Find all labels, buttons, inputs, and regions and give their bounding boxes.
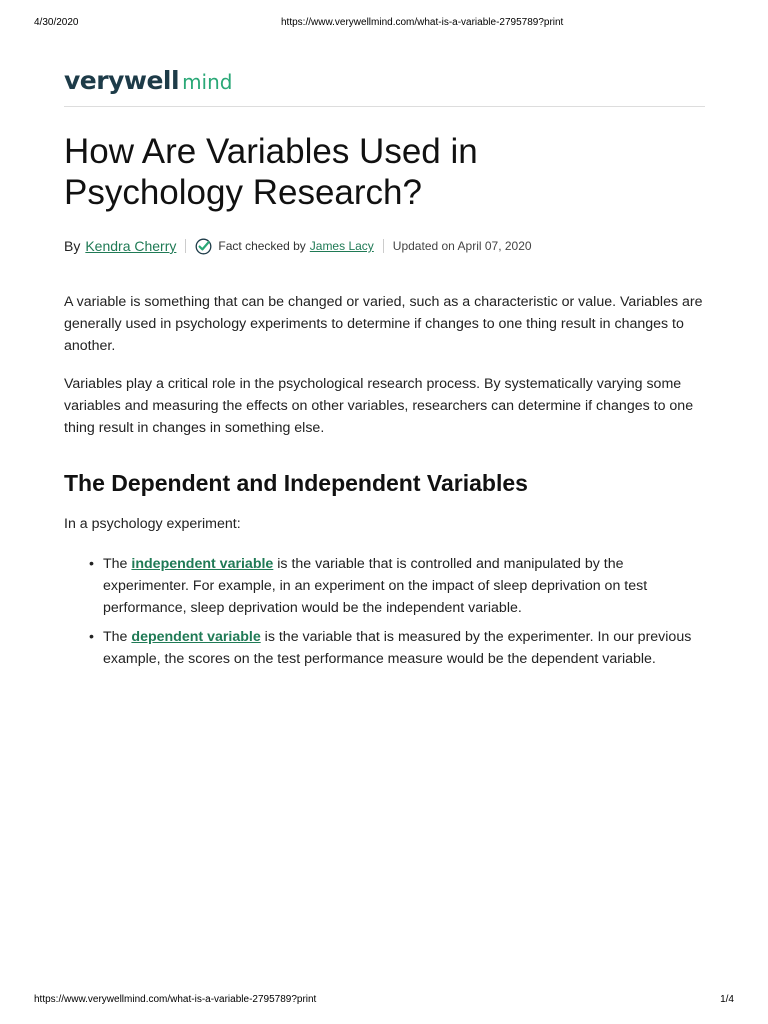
article-page: [64, 66, 705, 677]
list-text: is the variable that is controlled and manipulated by the experimenter. For example, in an experiment on the impact of sleep deprivation on test performance, sleep deprivation would be the independent variable.: [103, 556, 648, 616]
definition-list: [64, 553, 705, 670]
check-circle-icon: [195, 238, 212, 255]
footer-url: https://www.verywellmind.com/what-is-a-variable-2795789?print: [34, 994, 317, 1005]
section-intro: In a psychology experiment:: [64, 516, 241, 532]
logo-sub: mind: [182, 70, 233, 94]
site-logo[interactable]: [64, 66, 705, 107]
print-footer: [0, 994, 768, 1008]
page-number: 1/4: [720, 994, 734, 1005]
section-heading: The Dependent and Independent Variables: [64, 470, 528, 496]
list-item: [89, 626, 705, 670]
updated-date: Updated on April 07, 2020: [392, 239, 532, 253]
list-prefix: The: [103, 556, 128, 572]
list-item: [89, 553, 705, 619]
list-text: is the variable that is measured by the experimenter. In our previous example, the scores on the test performance measure would be the dependent variable.: [103, 629, 692, 667]
article-body: [64, 291, 705, 439]
title-line-2: Psychology Research?: [64, 173, 422, 212]
print-header: [0, 17, 768, 31]
logo-brand: verywell: [64, 66, 180, 95]
title-line-1: How Are Variables Used in: [64, 132, 478, 171]
paragraph: A variable is something that can be changed or varied, such as a characteristic or value. Variables are generally used in psychology experiments to determine if changes to one thing result in changes to another.: [64, 294, 703, 354]
list-prefix: The: [103, 629, 128, 645]
paragraph: Variables play a critical role in the psychological research process. By systematically varying some variables and measuring the effects on other variables, researchers can determine if changes to one thing result in changes in something else.: [64, 376, 694, 436]
bullet: •: [89, 556, 94, 572]
byline-by: By: [64, 238, 81, 254]
byline: [64, 235, 705, 257]
print-date: 4/30/2020: [34, 17, 79, 28]
bullet: •: [89, 629, 94, 645]
byline-divider: [185, 239, 186, 253]
fact-checker-link[interactable]: James Lacy: [309, 239, 374, 253]
author-link[interactable]: Kendra Cherry: [85, 238, 177, 254]
byline-divider: [383, 239, 384, 253]
independent-variable-link[interactable]: independent variable: [131, 556, 274, 572]
fact-checked-label: Fact checked by: [218, 239, 306, 253]
print-url: https://www.verywellmind.com/what-is-a-variable-2795789?print: [281, 17, 564, 28]
article-title: [64, 131, 705, 213]
dependent-variable-link[interactable]: dependent variable: [131, 629, 261, 645]
